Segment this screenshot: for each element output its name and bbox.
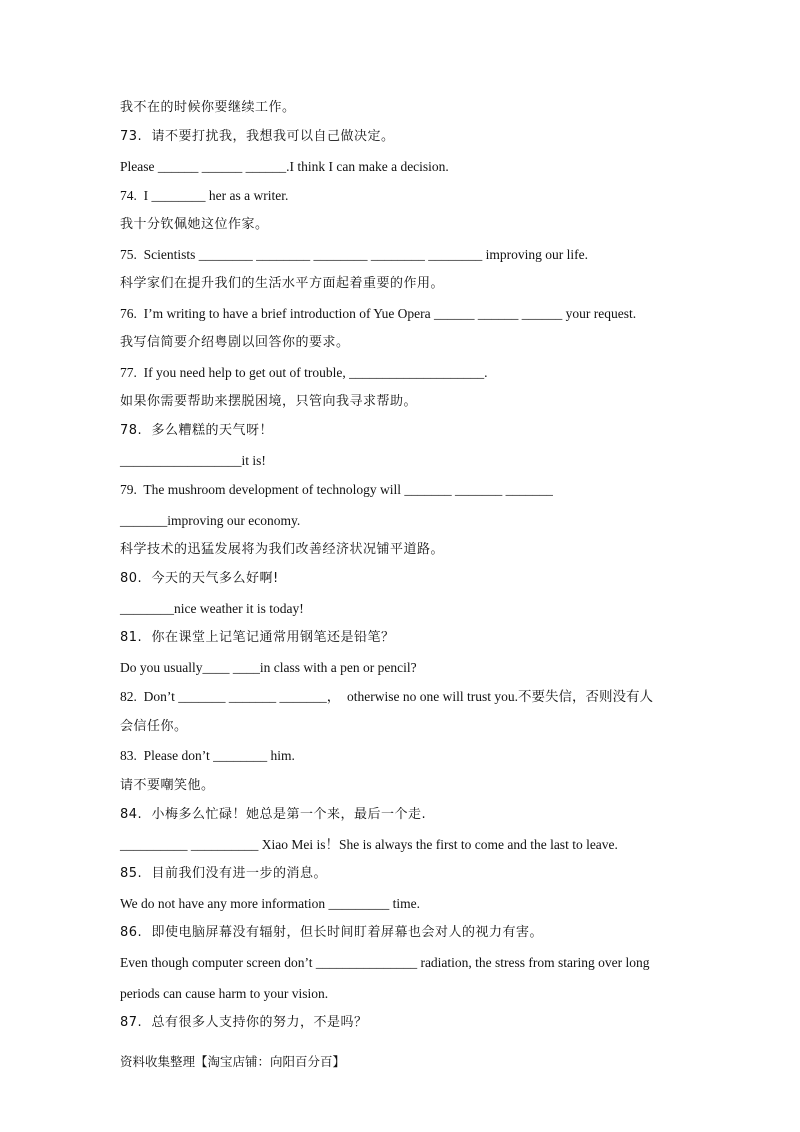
q83-chinese: 请不要嘲笑他。 [120,778,215,793]
q82-english: 82. Don’t _______ _______ _______， otherwise no one will trust you.不要失信，否则没有人 [120,689,653,704]
q75-english: 75. Scientists ________ ________ ________ ________ ________ improving our life. [120,247,588,262]
q85-prompt: 85. 目前我们没有进一步的消息。 [120,866,327,881]
q79-english: 79. The mushroom development of technology will _______ _______ _______ [120,482,553,497]
q87-prompt: 87. 总有很多人支持你的努力，不是吗？ [120,1015,368,1030]
q86-english: Even though computer screen don’t _______________ radiation, the stress from staring over long [120,955,650,970]
q78-english: __________________it is! [120,453,266,468]
q80-prompt: 80. 今天的天气多么好啊! [120,571,279,586]
q74-chinese: 我十分钦佩她这位作家。 [120,217,269,232]
q85-english: We do not have any more information _________ time. [120,896,420,911]
q79-chinese: 科学技术的迅猛发展将为我们改善经济状况铺平道路。 [120,542,445,557]
q81-english: Do you usually____ ____in class with a pen or pencil? [120,660,417,675]
q74-english: 74. I ________ her as a writer. [120,188,289,203]
q86-prompt: 86. 即使电脑屏幕没有辐射，但长时间盯着屏幕也会对人的视力有害。 [120,925,543,940]
q77-chinese: 如果你需要帮助来摆脱困境，只管向我寻求帮助。 [120,394,418,409]
footer-source: 资料收集整理【淘宝店铺：向阳百分百】 [120,1054,346,1069]
q76-chinese: 我写信简要介绍粤剧以回答你的要求。 [120,335,350,350]
q76-english: 76. I’m writing to have a brief introduction of Yue Opera ______ ______ ______ your request. [120,306,637,321]
q83-english: 83. Please don’t ________ him. [120,748,295,763]
q81-prompt: 81. 你在课堂上记笔记通常用钢笔还是铅笔？ [120,630,395,645]
q77-english: 77. If you need help to get out of trouble, ____________________. [120,365,488,380]
q82-chinese-cont: 会信任你。 [120,719,188,734]
q78-prompt: 78. 多么糟糕的天气呀！ [120,423,273,438]
q73-prompt: 73. 请不要打扰我，我想我可以自己做决定。 [120,129,395,144]
q79-english-cont: _______improving our economy. [120,513,301,528]
q80-english: ________nice weather it is today! [120,601,304,616]
q86-english-cont: periods can cause harm to your vision. [120,986,329,1001]
line-1: 我不在的时候你要继续工作。 [120,100,296,115]
q84-english: __________ __________ Xiao Mei is！She is always the first to come and the last to leave. [120,837,618,852]
q84-prompt: 84. 小梅多么忙碌！她总是第一个来，最后一个走. [120,807,427,822]
q75-chinese: 科学家们在提升我们的生活水平方面起着重要的作用。 [120,276,445,291]
q73-english: Please ______ ______ ______.I think I can make a decision. [120,159,449,174]
